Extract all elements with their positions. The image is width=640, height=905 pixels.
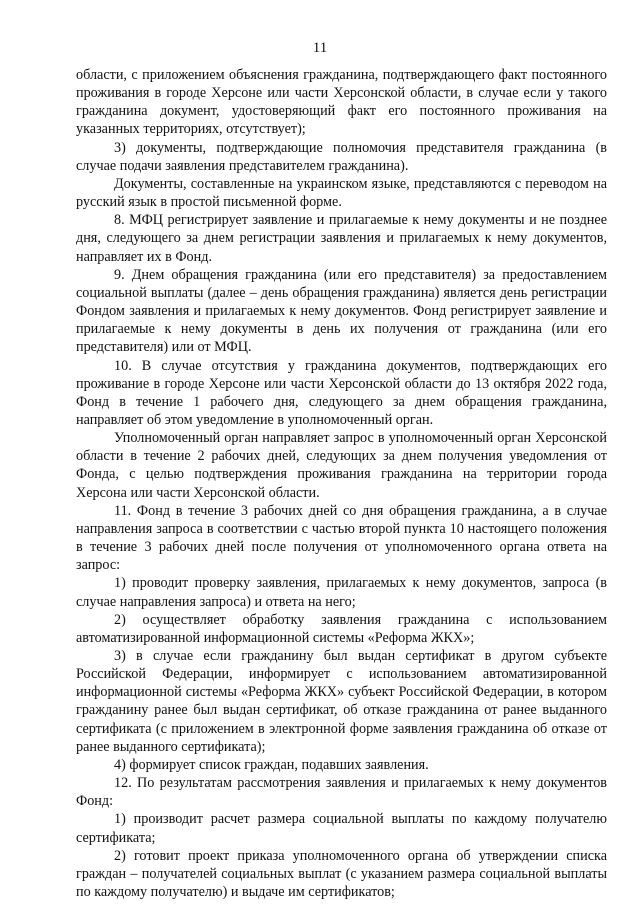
paragraph: 9. Днем обращения гражданина (или его представителя) за предоставлением социальной выплаты (далее – день обращения гражданина) является день регистрации Фондом заявления и прилагаемых к нему документов. Фонд регистрирует заявление и прилагаемые к нему документы в день их получения от гражданина (или его представителя) или от МФЦ. [76, 266, 607, 356]
paragraph: области, с приложением объяснения гражданина, подтверждающего факт постоянного проживания в городе Херсоне или части Херсонской области, в случае если у такого гражданина документ, удостоверяющий факт его постоянного проживания на указанных территориях, отсутствует); [76, 67, 607, 138]
paragraph: 1) проводит проверку заявления, прилагаемых к нему документов, запроса (в случае направления запроса) и ответа на него; [76, 575, 607, 610]
paragraph: 1) производит расчет размера социальной выплаты по каждому получателю сертификата; [76, 811, 607, 846]
paragraph: 10. В случае отсутствия у гражданина документов, подтверждающих его проживание в городе Херсоне или части Херсонской области до 13 октября 2022 года, Фонд в течение 1 рабочего дня, следующего за днем обращения гражданина, направляет об этом уведомление в уполномоченный орган. [76, 357, 607, 428]
paragraph: 12. По результатам рассмотрения заявления и прилагаемых к нему документов Фонд: [76, 775, 607, 810]
paragraph: 3) документы, подтверждающие полномочия представителя гражданина (в случае подачи заявления представителем гражданина). [76, 139, 607, 174]
paragraph: 2) осуществляет обработку заявления гражданина с использованием автоматизированной информационной системы «Реформа ЖКХ»; [76, 611, 607, 646]
page-number: 11 [312, 40, 328, 56]
paragraph: 3) в случае если гражданину был выдан сертификат в другом субъекте Российской Федерации, информирует с использованием автоматизированной информационной системы «Реформа ЖКХ» субъект Российской Федерации, в котором гражданину ранее был выдан сертификат, об отказе гражданина от ранее выданного сертификата (с приложением в электронной форме заявления гражданина об отказе от ранее выданного сертификата); [76, 648, 607, 755]
paragraph: 11. Фонд в течение 3 рабочих дней со дня обращения гражданина, а в случае направления запроса в соответствии с частью второй пункта 10 настоящего положения в течение 3 рабочих дней после получения от уполномоченного органа ответа на запрос: [76, 502, 607, 574]
paragraph: 2) готовит проект приказа уполномоченного органа об утверждении списка граждан – получателей социальных выплат (с указанием размера социальной выплаты по каждому получателю) и выдаче им сертификатов; [76, 847, 607, 901]
paragraph: Документы, составленные на украинском языке, представляются с переводом на русский язык в простой письменной форме. [76, 175, 607, 211]
document-body [76, 66, 607, 901]
paragraph: 8. МФЦ регистрирует заявление и прилагаемые к нему документы и не позднее дня, следующего за днем регистрации заявления и прилагаемых к нему документов, направляет их в Фонд. [76, 212, 607, 265]
paragraph: 4) формирует список граждан, подавших заявления. [114, 756, 429, 773]
paragraph: Уполномоченный орган направляет запрос в уполномоченный орган Херсонской области в течение 2 рабочих дней, следующих за днем получения уведомления от Фонда, с целью подтверждения проживания гражданина на территории города Херсона или части Херсонской области. [76, 430, 607, 501]
